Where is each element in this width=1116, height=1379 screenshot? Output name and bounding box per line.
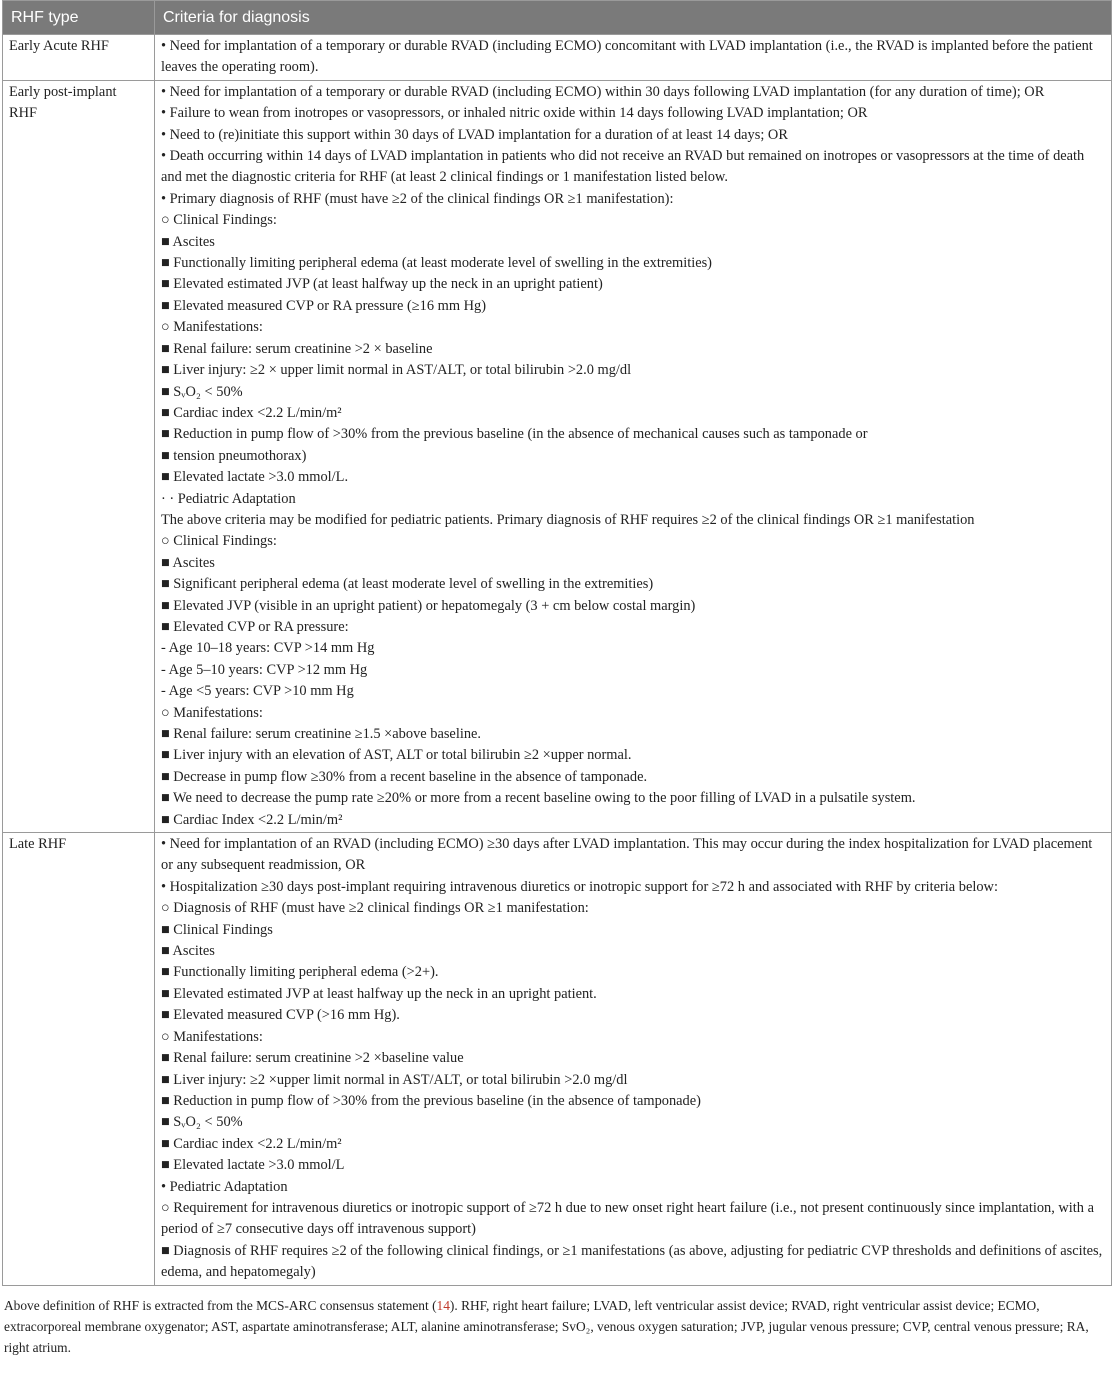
criteria-line: ○ Manifestations: <box>161 319 263 336</box>
criteria-line: ■ Elevated lactate >3.0 mmol/L <box>161 1157 345 1174</box>
criteria-line: ■ Renal failure: serum creatinine >2 ×baseline value <box>161 1050 464 1067</box>
criteria-line: ■ Liver injury: ≥2 × upper limit normal in AST/ALT, or total bilirubin >2.0 mg/dl <box>161 362 632 379</box>
criteria-line: ○ Manifestations: <box>161 704 263 721</box>
criteria-line: · · Pediatric Adaptation <box>161 490 296 507</box>
criteria-line: - Age 5–10 years: CVP >12 mm Hg <box>161 661 368 678</box>
table-row <box>3 833 1112 1286</box>
criteria-line: • Death occurring within 14 days of LVAD implantation in patients who did not receive an RVAD but remained on inotropes or vasopressors at the time of death and met the diagnostic criteria for RHF (at least 2 clinical findings or 1 manifestation listed below. <box>161 148 1085 186</box>
criteria-line: ■ Diagnosis of RHF requires ≥2 of the following clinical findings, or ≥1 manifestations (as above, adjusting for pediatric CVP thresholds and definitions of ascites, edema, and hepatomegaly) <box>161 1242 1103 1281</box>
criteria-line: • Need for implantation of a temporary or durable RVAD (including ECMO) within 30 days following LVAD implantation (for any duration of time); OR <box>161 83 1045 100</box>
rhf-type-cell: Early Acute RHF <box>3 35 155 81</box>
criteria-cell <box>155 833 1112 1286</box>
criteria-cell <box>155 80 1112 832</box>
criteria-line: • Primary diagnosis of RHF (must have ≥2 of the clinical findings OR ≥1 manifestation): <box>161 190 674 207</box>
rhf-criteria-table <box>2 0 1112 1286</box>
criteria-line: ■ Functionally limiting peripheral edema (at least moderate level of swelling in the extremities) <box>161 255 712 272</box>
criteria-line: ■ tension pneumothorax) <box>161 447 307 464</box>
criteria-line: • Hospitalization ≥30 days post-implant requiring intravenous diuretics or inotropic support for ≥72 h and associated with RHF by criteria below: <box>161 878 998 895</box>
criteria-line: ■ Significant peripheral edema (at least moderate level of swelling in the extremities) <box>161 576 654 593</box>
criteria-line: ■ Reduction in pump flow of >30% from the previous baseline (in the absence of mechanical causes such as tamponade or <box>161 426 868 443</box>
header-criteria: Criteria for diagnosis <box>155 1 1112 35</box>
criteria-line: ■ Elevated measured CVP or RA pressure (≥16 mm Hg) <box>161 297 486 314</box>
criteria-line: ○ Manifestations: <box>161 1028 263 1045</box>
table-header-row <box>3 1 1112 35</box>
criteria-line: The above criteria may be modified for pediatric patients. Primary diagnosis of RHF requires ≥2 of the clinical findings OR ≥1 manifestation <box>161 511 975 528</box>
criteria-line: ■ Cardiac index <2.2 L/min/m² <box>161 1135 342 1152</box>
criteria-line: ■ Elevated estimated JVP (at least halfway up the neck in an upright patient) <box>161 276 603 293</box>
criteria-line: ○ Clinical Findings: <box>161 533 277 550</box>
criteria-line: - Age 10–18 years: CVP >14 mm Hg <box>161 640 375 657</box>
table-row <box>3 35 1112 81</box>
criteria-line: ■ Elevated CVP or RA pressure: <box>161 618 349 635</box>
table-body <box>3 35 1112 1286</box>
criteria-line: ■ Cardiac index <2.2 L/min/m² <box>161 404 342 421</box>
rhf-type-cell: Early post-implant RHF <box>3 80 155 832</box>
criteria-line: ■ Elevated measured CVP (>16 mm Hg). <box>161 1007 400 1024</box>
header-rhf-type: RHF type <box>3 1 155 35</box>
rhf-type-cell: Late RHF <box>3 833 155 1286</box>
criteria-line: ■ Elevated JVP (visible in an upright patient) or hepatomegaly (3 + cm below costal margin) <box>161 597 696 614</box>
criteria-line: ■ Renal failure: serum creatinine >2 × baseline <box>161 340 433 357</box>
criteria-line: - Age <5 years: CVP >10 mm Hg <box>161 683 354 700</box>
criteria-line: ■ Liver injury: ≥2 ×upper limit normal in AST/ALT, or total bilirubin >2.0 mg/dl <box>161 1071 628 1088</box>
criteria-line: ■ Clinical Findings <box>161 921 273 938</box>
criteria-line: ■ Functionally limiting peripheral edema (>2+). <box>161 964 439 981</box>
table-footnote <box>4 1295 1112 1358</box>
criteria-line: • Need for implantation of a temporary or durable RVAD (including ECMO) concomitant with LVAD implantation (i.e., the RVAD is implanted before the patient leaves the operating room). <box>161 38 1093 76</box>
criteria-line: ■ Ascites <box>161 233 215 250</box>
criteria-line: ■ Renal failure: serum creatinine ≥1.5 ×above baseline. <box>161 726 481 742</box>
criteria-cell <box>155 35 1112 81</box>
criteria-line: ■ We need to decrease the pump rate ≥20% or more from a recent baseline owing to the poor filling of LVAD in a pulsatile system. <box>161 790 916 807</box>
criteria-line: ■ Elevated lactate >3.0 mmol/L. <box>161 469 349 486</box>
footnote-text-end: ). RHF, right heart failure; LVAD, left ventricular assist device; RVAD, right ventricular assist device; ECMO, extracorporeal membrane oxygenator; AST, aspartate aminotransferase; ALT, alanine aminotransferase; SvO₂, venous oxygen saturation; JVP, jugular venous pressure; CVP, central venous pressure; RA, right atrium. <box>4 1297 1089 1355</box>
criteria-line: ○ Requirement for intravenous diuretics or inotropic support of ≥72 h due to new onset right heart failure (i.e., not present continuously since implantation, with a period of ≥7 consecutive days off intravenous support) <box>161 1199 1094 1238</box>
criteria-line: ■ SᵥO₂ < 50% <box>161 1114 243 1131</box>
criteria-line: ■ Cardiac Index <2.2 L/min/m² <box>161 811 343 828</box>
table-row <box>3 80 1112 832</box>
criteria-line: ○ Diagnosis of RHF (must have ≥2 clinical findings OR ≥1 manifestation: <box>161 900 589 917</box>
criteria-line: • Failure to wean from inotropes or vasopressors, or inhaled nitric oxide within 14 days following LVAD implantation; OR <box>161 105 868 122</box>
criteria-line: ○ Clinical Findings: <box>161 212 277 229</box>
footnote-text-start: Above definition of RHF is extracted from the MCS-ARC consensus statement ( <box>4 1297 437 1313</box>
criteria-line: ■ Decrease in pump flow ≥30% from a recent baseline in the absence of tamponade. <box>161 768 648 785</box>
criteria-line: • Need to (re)initiate this support within 30 days of LVAD implantation for a duration of at least 14 days; OR <box>161 126 788 143</box>
reference-link[interactable]: 14 <box>436 1297 450 1313</box>
criteria-line: • Pediatric Adaptation <box>161 1178 288 1195</box>
criteria-line: ■ Ascites <box>161 943 215 960</box>
criteria-line: ■ SᵥO₂ < 50% <box>161 383 243 400</box>
criteria-line: • Need for implantation of an RVAD (including ECMO) ≥30 days after LVAD implantation. This may occur during the index hospitalization for LVAD placement or any subsequent readmission, OR <box>161 836 1093 874</box>
criteria-line: ■ Liver injury with an elevation of AST, ALT or total bilirubin ≥2 ×upper normal. <box>161 747 632 764</box>
criteria-line: ■ Elevated estimated JVP at least halfway up the neck in an upright patient. <box>161 985 597 1002</box>
criteria-line: ■ Reduction in pump flow of >30% from the previous baseline (in the absence of tamponade) <box>161 1092 701 1109</box>
criteria-line: ■ Ascites <box>161 554 215 571</box>
